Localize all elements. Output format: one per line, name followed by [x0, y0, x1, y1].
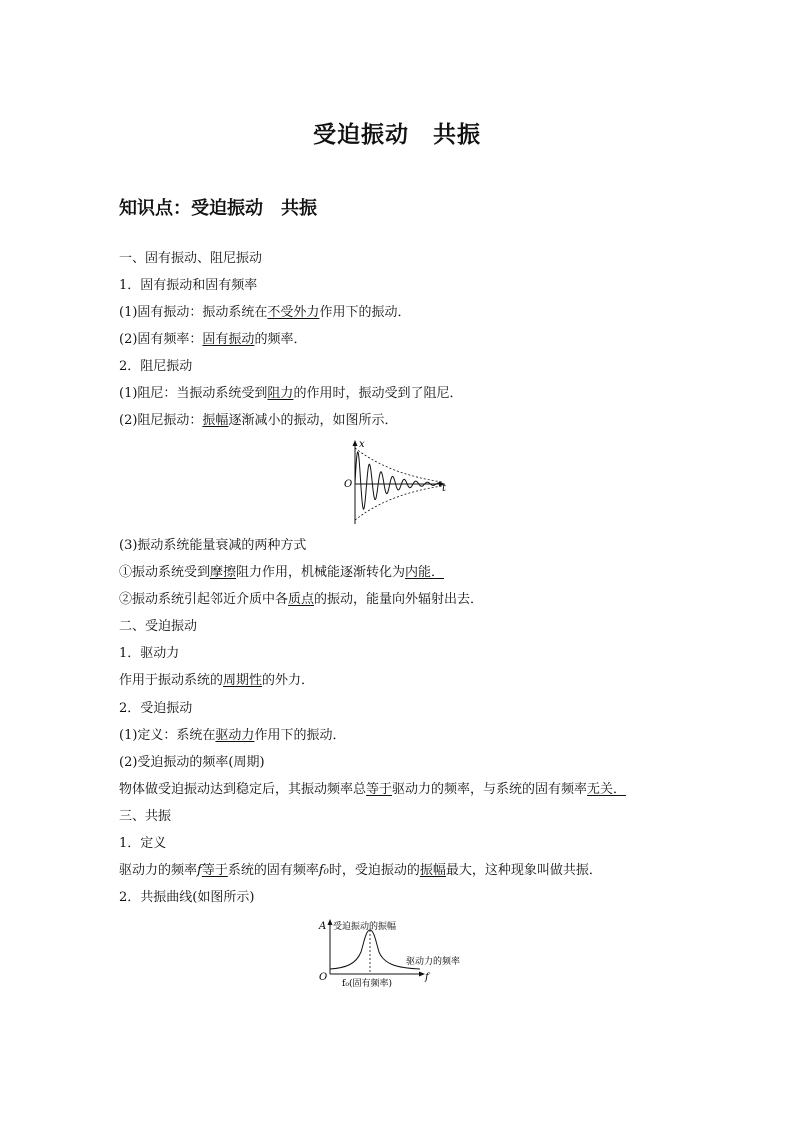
blank-answer: 振幅 — [202, 413, 229, 428]
heading-natural-damped: 一、固有振动、阻尼振动 — [119, 251, 263, 266]
damped-vibration-figure — [338, 438, 450, 528]
amplitude-caption: 受迫振动的振幅 — [333, 922, 397, 932]
subheading-resonance-def: 1．定义 — [119, 836, 167, 851]
resonance-curve-figure — [316, 914, 484, 990]
text-damping-def: (1)阻尼：当振动系统受到阻力的作用时，振动受到了阻尼． — [119, 386, 463, 401]
text-damped-vibration-def: (2)阻尼振动：振幅逐渐减小的振动，如图所示． — [119, 413, 398, 428]
text-energy-decay-2: ②振动系统引起邻近介质中各质点的振动，能量向外辐射出去． — [119, 592, 484, 607]
blank-answer: 周期性 — [223, 673, 263, 688]
text-energy-decay-ways: (3)振动系统能量衰减的两种方式 — [119, 538, 307, 553]
blank-answer: 等于 — [201, 863, 228, 878]
heading-resonance: 三、共振 — [119, 809, 172, 824]
blank-answer: 振幅 — [419, 863, 446, 878]
envelope-upper — [355, 448, 442, 482]
subheading-natural-vibration: 1．固有振动和固有频率 — [119, 278, 258, 293]
blank-answer: 无关． — [587, 782, 627, 797]
page-title: 受迫振动 共振 — [313, 122, 481, 148]
subheading-forced-vibration: 2．受迫振动 — [119, 701, 193, 716]
driving-frequency-caption: 驱动力的频率 — [406, 957, 461, 967]
subheading-resonance-curve: 2．共振曲线(如图所示) — [119, 890, 255, 905]
blank-answer: 不受外力 — [267, 305, 320, 320]
text-natural-vibration-def: (1)固有振动：振动系统在不受外力作用下的振动． — [119, 305, 411, 320]
origin-label: O — [344, 479, 353, 490]
envelope-lower — [355, 486, 442, 520]
blank-answer: 驱动力 — [215, 728, 255, 743]
heading-forced-vibration: 二、受迫振动 — [119, 619, 198, 634]
text-energy-decay-1: ①振动系统受到摩擦阻力作用，机械能逐渐转化为内能． — [119, 565, 445, 580]
x-axis-arrow-icon — [353, 440, 358, 446]
a-axis-arrow-icon — [328, 919, 333, 925]
origin-label: O — [319, 972, 328, 983]
a-axis-label: A — [319, 921, 327, 932]
text-natural-frequency-def: (2)固有频率：固有振动的频率． — [119, 332, 307, 347]
x-axis-label: x — [359, 439, 365, 450]
text-driving-force-def: 作用于振动系统的周期性的外力． — [119, 673, 315, 688]
text-resonance-def: 驱动力的频率f等于系统的固有频率f₀时，受迫振动的振幅最大，这种现象叫做共振． — [119, 863, 602, 878]
subheading-damped-vibration: 2．阻尼振动 — [119, 359, 193, 374]
text-forced-frequency-heading: (2)受迫振动的频率(周期) — [119, 755, 265, 770]
t-axis-label: t — [442, 483, 447, 494]
section-heading: 知识点：受迫振动 共振 — [119, 198, 317, 219]
blank-answer: 内能． — [405, 565, 445, 580]
blank-answer: 阻力 — [267, 386, 294, 401]
subheading-driving-force: 1．驱动力 — [119, 646, 180, 661]
damped-wave-curve — [355, 452, 442, 509]
blank-answer: 质点 — [288, 592, 315, 607]
f-axis-label: f — [425, 972, 429, 983]
f0-label: f₀(固有频率) — [342, 979, 392, 989]
blank-answer: 固有振动 — [202, 332, 255, 347]
text-forced-vibration-def: (1)定义：系统在驱动力作用下的振动． — [119, 728, 346, 743]
blank-answer: 摩擦 — [210, 565, 237, 580]
blank-answer: 等于 — [366, 782, 393, 797]
text-forced-frequency-def: 物体做受迫振动达到稳定后，其振动频率总等于驱动力的频率，与系统的固有频率无关． — [119, 782, 627, 797]
